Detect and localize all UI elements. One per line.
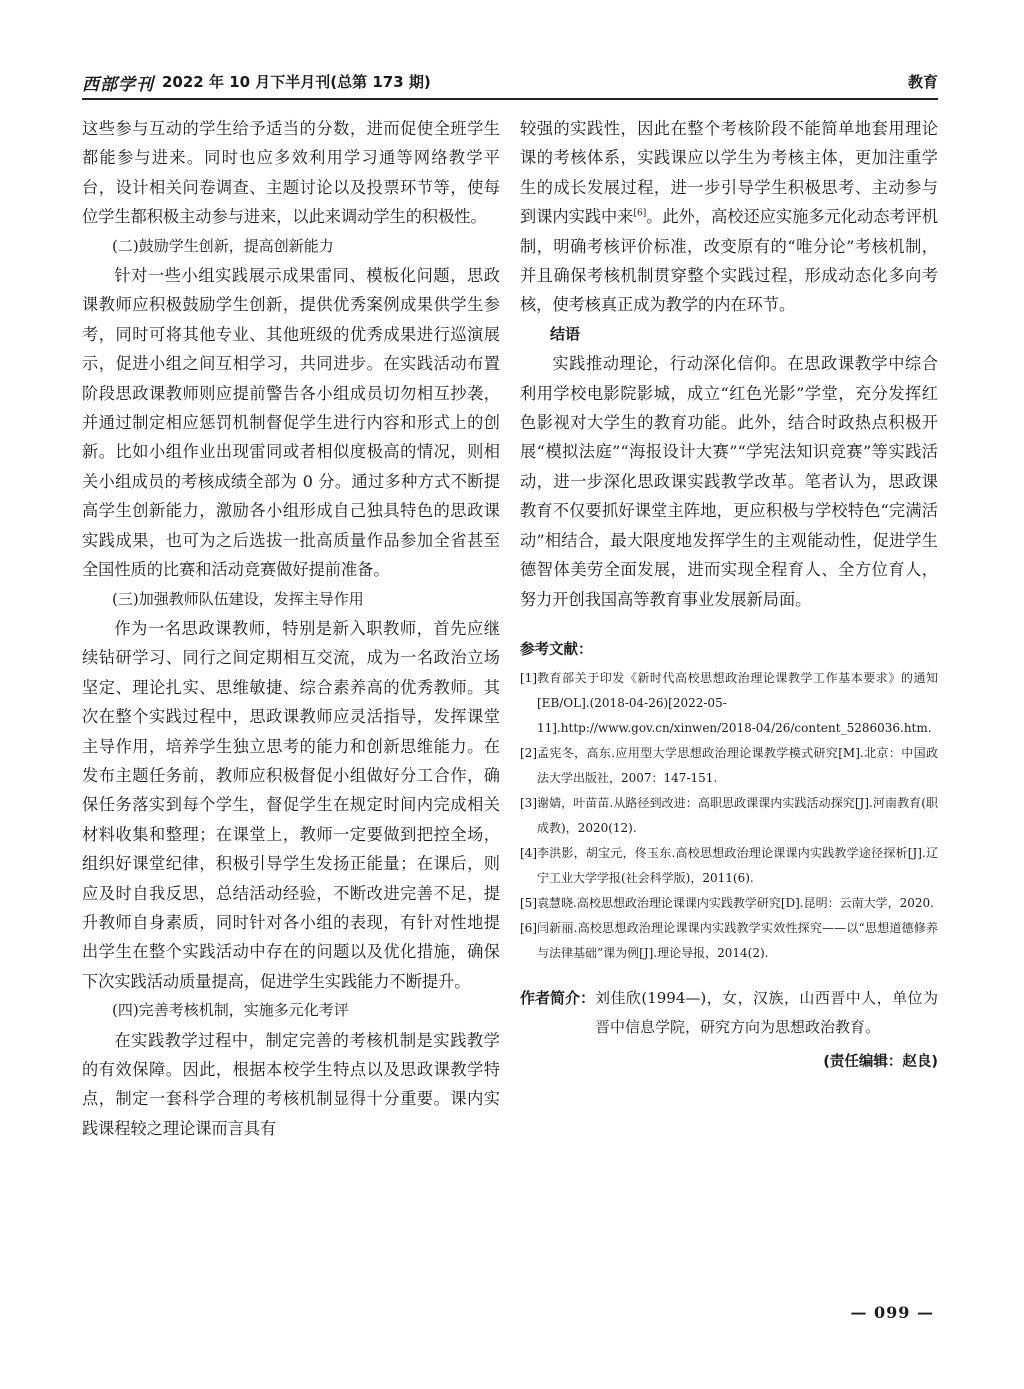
reference-number: [2] bbox=[520, 745, 537, 760]
reference-text: 袁慧晓.高校思想政治理论课课内实践教学研究[D].昆明：云南大学，2020. bbox=[537, 895, 934, 910]
reference-number: [3] bbox=[520, 795, 537, 810]
subheading: (三)加强教师队伍建设，发挥主导作用 bbox=[112, 589, 364, 608]
reference-item bbox=[520, 666, 938, 741]
reference-item bbox=[520, 891, 938, 916]
subheading: (二)鼓励学生创新，提高创新能力 bbox=[112, 236, 334, 255]
reference-number: [1] bbox=[520, 670, 537, 685]
reference-item bbox=[520, 916, 938, 966]
reference-number: [6] bbox=[520, 920, 537, 935]
paragraph bbox=[520, 114, 938, 320]
reference-text: 李洪影，胡宝元，佟玉东.高校思想政治理论课课内实践教学途径探析[J].辽宁工业大学学报(社会科学版)，2011(6). bbox=[537, 845, 938, 885]
references-title: 参考文献： bbox=[520, 641, 593, 658]
right-column bbox=[520, 114, 938, 1074]
citation-marker: [6] bbox=[633, 208, 647, 219]
author-bio bbox=[520, 984, 938, 1042]
left-column bbox=[82, 114, 500, 1143]
paragraph: 在实践教学过程中，制定完善的考核机制是实践教学的有效保障。因此，根据本校学生特点以及思政课教学特点，制定一套科学合理的考核机制显得十分重要。课内实践课程较之理论课而言具有 bbox=[82, 1030, 500, 1138]
conclusion-paragraph: 实践推动理论，行动深化信仰。在思政课教学中综合利用学校电影院影城，成立“红色光影”学堂，充分发挥红色影视对大学生的教育功能。此外，结合时政热点积极开展“模拟法庭”“海报设计大赛”“学宪法知识竞赛”等实践活动，进一步深化思政课实践教学改革。笔者认为，思政课教育不仅要抓好课堂主阵地，更应积极与学校特色“完满活动”相结合，最大限度地发挥学生的主观能动性，促进学生德智体美劳全面发展，进而实现全程育人、全方位育人，努力开创我国高等教育事业发展新局面。 bbox=[520, 354, 938, 609]
reference-text: 孟宪冬，高东.应用型大学思想政治理论课教学模式研究[M].北京：中国政法大学出版社，2007：147-151. bbox=[537, 745, 938, 785]
journal-logo: 西部学刊 bbox=[82, 75, 154, 95]
reference-text: 教育部关于印发《新时代高校思想政治理论课教学工作基本要求》的通知[EB/OL].(2018-04-26)[2022-05-11].http://www.gov.cn/xinwen/2018-04/26/content_5286036.htm. bbox=[537, 670, 938, 735]
reference-number: [4] bbox=[520, 845, 537, 860]
paragraph: 针对一些小组实践展示成果雷同、模板化问题，思政课教师应积极鼓励学生创新，提供优秀案例成果供学生参考，同时可将其他专业、其他班级的优秀成果进行巡演展示，促进小组之间互相学习，共同进步。在实践活动布置阶段思政课教师则应提前警告各小组成员切勿相互抄袭，并通过制定相应惩罚机制督促学生进行内容和形式上的创新。比如小组作业出现雷同或者相似度极高的情况，则相关小组成员的考核成绩全部为 0 分。通过多种方式不断提高学生创新能力，激励各小组形成自己独具特色的思政课实践成果，也可为之后选拔一批高质量作品参加全省甚至全国性质的比赛和活动竞赛做好提前准备。 bbox=[82, 266, 500, 580]
section-label: 教育 bbox=[907, 73, 938, 91]
references-list bbox=[520, 666, 938, 966]
author-label: 作者简介： bbox=[520, 988, 596, 1007]
reference-text: 闫新丽.高校思想政治理论课课内实践教学实效性探究——以“思想道德修养与法律基础”课为例[J].理论导报，2014(2). bbox=[537, 920, 938, 960]
page-header bbox=[82, 70, 938, 100]
subheading: (四)完善考核机制，实施多元化考评 bbox=[112, 1001, 349, 1020]
conclusion-heading: 结语 bbox=[550, 324, 581, 343]
reference-item bbox=[520, 741, 938, 791]
author-text: 刘佳欣(1994—)，女，汉族，山西晋中人，单位为晋中信息学院，研究方向为思想政治教育。 bbox=[595, 988, 938, 1036]
paragraph: 这些参与互动的学生给予适当的分数，进而促使全班学生都能参与进来。同时也应多效利用学习通等网络教学平台，设计相关问卷调查、主题讨论以及投票环节等，使每位学生都积极主动参与进来，以此来调动学生的积极性。 bbox=[82, 119, 500, 227]
paragraph-text: 。此外，高校还应实施多元化动态考评机制，明确考核评价标准，改变原有的“唯分论”考核机制，并且确保考核机制贯穿整个实践过程，形成动态化多向考核，使考核真正成为教学的内在环节。 bbox=[520, 207, 939, 315]
reference-number: [5] bbox=[520, 895, 537, 910]
reference-item bbox=[520, 841, 938, 891]
paragraph-text: 较强的实践性，因此在整个考核阶段不能简单地套用理论课的考核体系，实践课应以学生为考核主体，更加注重学生的成长发展过程，进一步引导学生积极思考、主动参与到课内实践中来 bbox=[520, 119, 938, 227]
page-number: — 099 — bbox=[850, 1303, 934, 1322]
reference-item bbox=[520, 791, 938, 841]
reference-text: 谢婧，叶苗苗.从路径到改进：高职思政课课内实践活动探究[J].河南教育(职成教)，2020(12). bbox=[537, 795, 938, 835]
issue-info: 2022 年 10 月下半月刊(总第 173 期) bbox=[162, 73, 431, 91]
paragraph: 作为一名思政课教师，特别是新入职教师，首先应继续钻研学习、同行之间定期相互交流，成为一名政治立场坚定、理论扎实、思维敏捷、综合素养高的优秀教师。其次在整个实践过程中，思政课教师应灵活指导，发挥课堂主导作用，培养学生独立思考的能力和创新思维能力。在发布主题任务前，教师应积极督促小组做好分工合作，确保任务落实到每个学生，督促学生在规定时间内完成相关材料收集和整理；在课堂上，教师一定要做到把控全场，组织好课堂纪律，积极引导学生发扬正能量；在课后，则应及时自我反思，总结活动经验，不断改进完善不足，提升教师自身素质，同时针对各小组的表现，有针对性地提出学生在整个实践活动中存在的问题以及优化措施，确保下次实践活动质量提高，促进学生实践能力不断提升。 bbox=[82, 618, 500, 991]
responsible-editor: (责任编辑：赵良) bbox=[823, 1053, 938, 1070]
